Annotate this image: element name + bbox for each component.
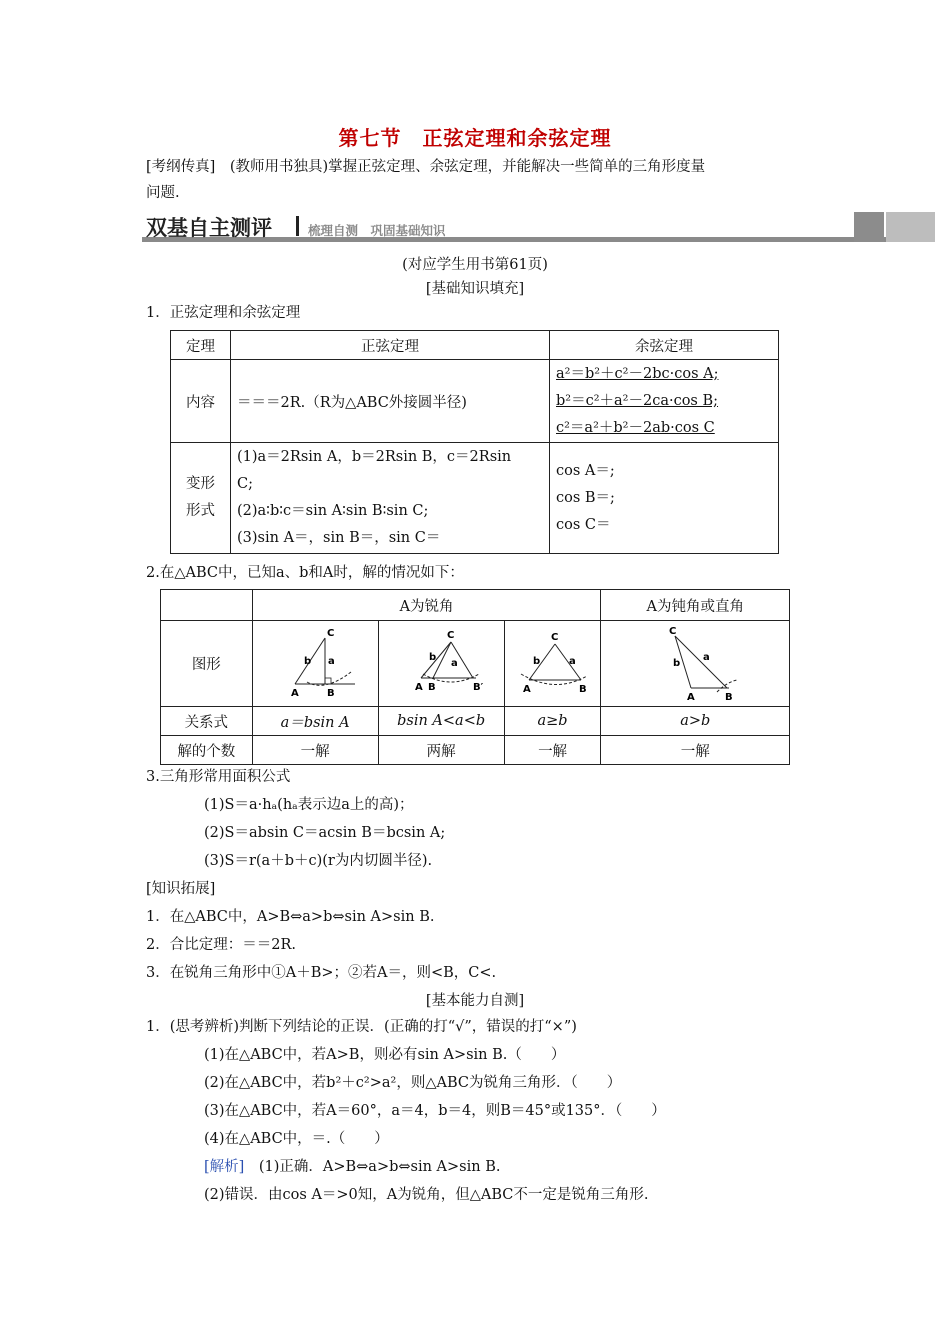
relation-3: a≥b [504,707,601,736]
corner-cell [161,590,253,621]
ext-2: 2．合比定理：＝＝2R. [146,937,296,953]
q1-item-2: (2)在△ABC中，若b²＋c²>a²，则△ABC为锐角三角形．（ ） [204,1075,622,1091]
fig3-a: a [568,655,576,667]
cosine-variant-c: cos C＝ [556,516,611,533]
count-4: 一解 [601,736,790,765]
fig1-B: B [327,687,335,699]
banner-subtitle: 梳理自测 巩固基础知识 [308,223,446,238]
count-1: 一解 [252,736,378,765]
banner-separator [296,216,299,236]
cosine-variants [550,443,779,554]
item-2: 2.在△ABC中，已知a、b和A时，解的情况如下： [146,565,464,581]
row-content-label: 内容 [171,360,231,443]
sine-variants [231,443,550,554]
figure-4-svg [611,622,779,702]
count-3: 一解 [504,736,601,765]
fig2-B: B [428,681,436,693]
banner-label: 双基自主测评 [146,216,272,240]
row-count-label: 解的个数 [161,736,253,765]
banner-block-light [886,212,935,242]
th-obtuse: A为钝角或直角 [601,590,790,621]
solutions-table [160,589,790,765]
figure-2 [378,621,504,707]
banner-block-dark [854,212,884,242]
analysis-2: (2)错误．由cos A＝>0知，A为锐角，但△ABC不一定是锐角三角形. [204,1187,649,1203]
section-banner [142,212,935,242]
fig2-A: A [415,681,423,693]
formula-2: (2)S＝absin C＝acsin B＝bcsin A; [204,825,446,841]
th-cosine: 余弦定理 [550,331,779,360]
intro-line-1: [考纲传真] (教师用书独具)掌握正弦定理、余弦定理，并能解决一些简单的三角形度量 [146,159,706,175]
figure-4 [601,621,790,707]
section-basic: [基础知识填充] [425,281,525,297]
theorem-table [170,330,779,554]
row-variant-label [171,443,231,554]
ref-page: (对应学生用书第61页) [402,257,548,273]
item-3: 3.三角形常用面积公式 [146,769,291,785]
relation-2: bsin A<a<b [378,707,504,736]
cosine-formula-c: c²＝a²＋b²－2ab·cos C [556,419,715,436]
variant-label-2: 形式 [186,503,215,519]
q1-item-1: (1)在△ABC中，若A>B，则必有sin A>sin B.（ ） [204,1047,566,1063]
fig3-A: A [522,683,531,695]
th-acute: A为锐角 [252,590,601,621]
fig2-a: a [451,657,458,669]
cosine-content [550,360,779,443]
fig1-C: C [327,627,335,639]
fig3-C: C [550,631,558,643]
figure-1-svg [255,622,375,702]
cosine-formula-b: b²＝c²＋a²－2ca·cos B; [556,392,719,409]
fig1-a: a [328,655,335,667]
fig2-B-prime: B′ [473,681,484,693]
question-1: 1．(思考辨析)判断下列结论的正误．(正确的打“√”，错误的打“×”) [146,1019,577,1035]
figure-3 [504,621,601,707]
sine-variant-2: (2)a∶b∶c＝sin A∶sin B∶sin C; [237,503,429,519]
intro-line-2: 问题. [146,185,180,201]
ext-title: [知识拓展] [146,881,216,897]
sine-content: ＝＝＝2R.（R为△ABC外接圆半径) [231,360,550,443]
fig3-b: b [532,655,540,667]
fig4-b: b [673,657,681,669]
sine-variant-1b: C; [237,476,253,492]
relation-1: a＝bsin A [252,707,378,736]
row-relation-label: 关系式 [161,707,253,736]
fig1-A: A [291,687,299,699]
sine-variant-3: (3)sin A＝，sin B＝，sin C＝ [237,530,441,546]
formula-3: (3)S＝r(a＋b＋c)(r为内切圆半径). [204,853,433,869]
q1-item-4: (4)在△ABC中，＝.（ ） [204,1131,389,1147]
variant-label-1: 变形 [186,476,215,492]
fig4-a: a [703,651,710,663]
page-title: 第七节 正弦定理和余弦定理 [338,126,612,150]
th-sine: 正弦定理 [231,331,550,360]
item-1: 1．正弦定理和余弦定理 [146,305,301,321]
count-2: 两解 [378,736,504,765]
relation-4: a>b [601,707,790,736]
fig3-B: B [578,683,587,695]
analysis-1-line [204,1156,500,1178]
section-ability: [基本能力自测] [425,993,525,1009]
analysis-tag: [解析] [204,1159,245,1175]
ext-1: 1．在△ABC中，A>B⇔a>b⇔sin A>sin B. [146,909,435,925]
row-figure-label: 图形 [161,621,253,707]
formula-1: (1)S＝a·hₐ(hₐ表示边a上的高)； [204,797,414,813]
fig2-b: b [429,651,437,663]
fig2-C: C [447,629,455,641]
ext-3: 3．在锐角三角形中①A＋B>；②若A＝，则<B，C<. [146,965,497,981]
cosine-variant-b: cos B＝; [556,489,615,506]
analysis-1: (1)正确．A>B⇔a>b⇔sin A>sin B. [244,1159,501,1175]
fig4-B: B [725,691,733,702]
fig1-b: b [304,655,312,667]
figure-2-svg [381,622,501,702]
fig4-C: C [669,625,677,637]
figure-3-svg [507,622,599,702]
fig4-A: A [687,691,695,702]
cosine-variant-a: cos A＝; [556,462,615,479]
sine-variant-1: (1)a＝2Rsin A，b＝2Rsin B，c＝2Rsin [237,449,512,465]
th-theorem: 定理 [171,331,231,360]
cosine-formula-a: a²＝b²＋c²－2bc·cos A; [556,365,719,382]
q1-item-3: (3)在△ABC中，若A＝60°，a＝4，b＝4，则B＝45°或135°．（ ） [204,1103,666,1119]
figure-1 [252,621,378,707]
